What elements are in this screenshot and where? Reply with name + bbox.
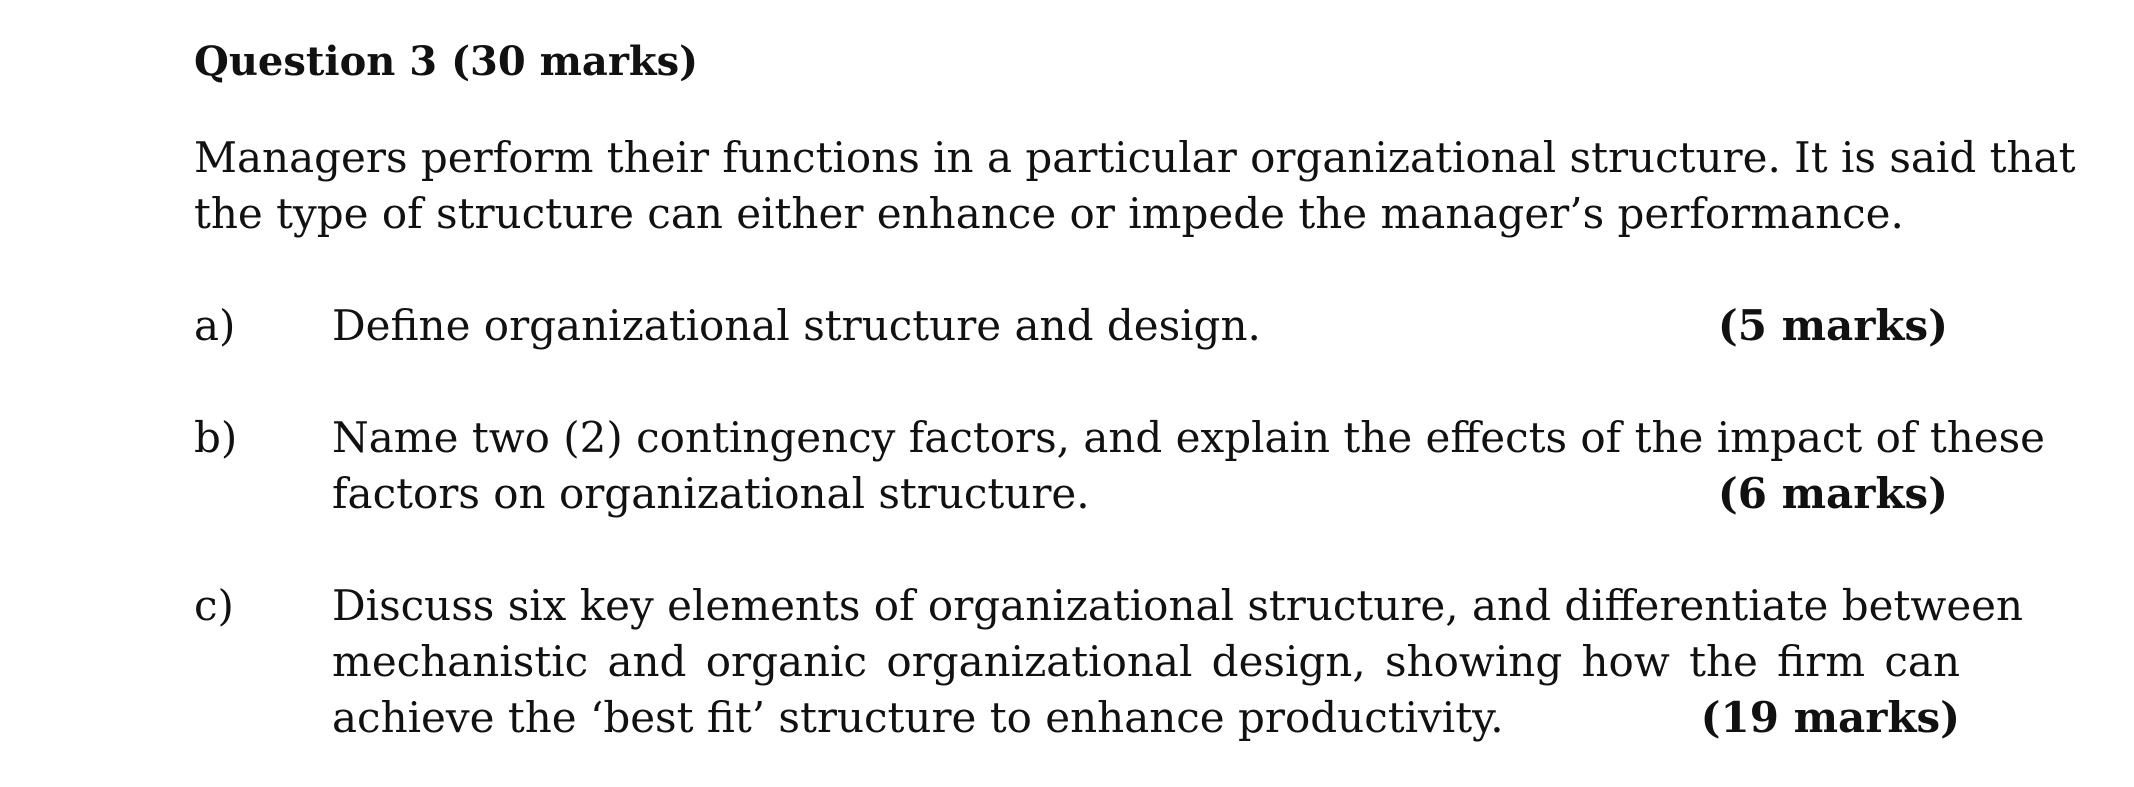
sub-question-text (332, 410, 2046, 522)
sub-question-line: factors on organizational structure. (332, 469, 1090, 518)
sub-question-line: Define organizational structure and design. (332, 301, 1261, 350)
question-total-marks: (30 marks) (451, 38, 699, 85)
intro-line-2: the type of structure can either enhance or impede the manager’s performance. (194, 189, 1904, 238)
intro-line-1: Managers perform their functions in a particular organizational structure. It is said that (194, 133, 2076, 182)
sub-question-line: Name two (2) contingency factors, and explain the effects of the impact of these (332, 413, 2046, 462)
question-heading (194, 36, 698, 88)
sub-question-line: achieve the ‘best fit’ structure to enhance productivity. (332, 693, 1504, 742)
sub-question-line: Discuss six key elements of organizational structure, and differentiate between (332, 581, 2024, 630)
question-title: Question 3 (194, 38, 438, 85)
sub-question-text (332, 298, 1960, 354)
sub-question-line: mechanistic and organic organizational design, showing how the firm can (332, 637, 1960, 686)
sub-question-label: a) (194, 301, 236, 350)
sub-question-label: c) (194, 581, 234, 630)
sub-question-label: b) (194, 413, 238, 462)
question-intro (194, 130, 2076, 242)
sub-question-marks: (6 marks) (1717, 469, 1948, 518)
sub-question-marks: (19 marks) (1700, 693, 1960, 742)
sub-question-marks: (5 marks) (1717, 301, 1948, 350)
